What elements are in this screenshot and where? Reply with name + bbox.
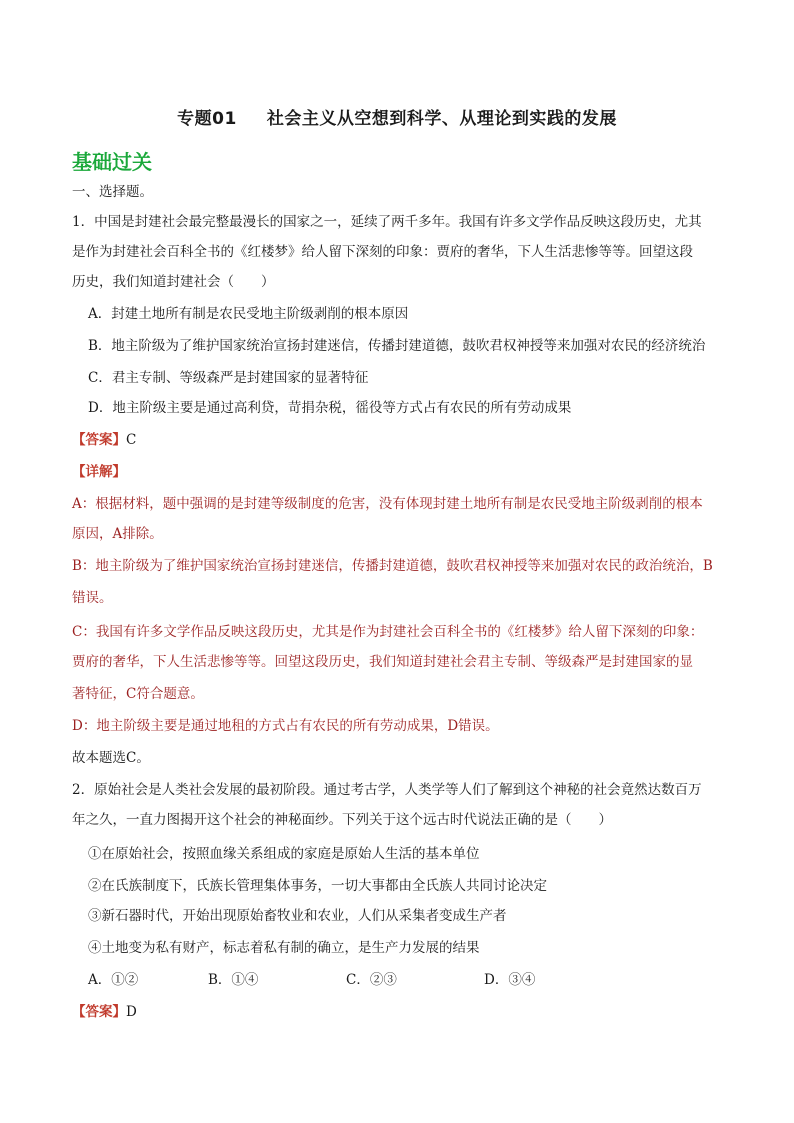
q1-line: 是作为封建社会百科全书的《红楼梦》给人留下深刻的印象：贾府的奢华，下人生活悲惨等等。回望这段 <box>72 244 693 260</box>
q1-explanation-line: B：地主阶级为了维护国家统治宣扬封建迷信，传播封建道德，鼓吹君权神授等来加强对农民的政治统治，B <box>72 558 713 574</box>
part-heading: 一、选择题。 <box>72 184 153 200</box>
q2-statement: ①在原始社会，按照血缘关系组成的家庭是原始人生活的基本单位 <box>88 846 480 862</box>
answer-value: C <box>126 432 137 448</box>
q1-option-b: B．地主阶级为了维护国家统治宣扬封建迷信，传播封建道德，鼓吹君权神授等来加强对农民的经济统治 <box>88 338 706 354</box>
q2-choice-c: C．②③ <box>346 972 397 988</box>
q1-answer <box>72 430 136 450</box>
q1-conclusion: 故本题选C。 <box>72 750 150 766</box>
q1-explanation-line: 错误。 <box>72 590 113 606</box>
detail-label: 【详解】 <box>72 464 126 480</box>
q2-statement: ④土地变为私有财产，标志着私有制的确立，是生产力发展的结果 <box>88 940 480 956</box>
q1-explanation-line: C：我国有许多文学作品反映这段历史，尤其是作为封建社会百科全书的《红楼梦》给人留下深刻的印象： <box>72 624 704 640</box>
q1-option-a: A．封建土地所有制是农民受地主阶级剥削的根本原因 <box>88 306 409 322</box>
q1-line: 历史，我们知道封建社会（ ） <box>72 274 275 290</box>
title-number: 专题01 <box>177 109 237 129</box>
q2-line: 年之久，一直力图揭开这个社会的神秘面纱。下列关于这个远古时代说法正确的是（ ） <box>72 812 612 828</box>
q1-line: 1．中国是封建社会最完整最漫长的国家之一，延续了两千多年。我国有许多文学作品反映这段历史，尤其 <box>72 214 702 230</box>
q1-detail <box>72 462 126 482</box>
q1-explanation-line: 著特征，C符合题意。 <box>72 686 204 702</box>
q2-statement: ②在氏族制度下，氏族长管理集体事务，一切大事都由全氏族人共同讨论决定 <box>88 878 547 894</box>
q1-explanation-line: A：根据材料，题中强调的是封建等级制度的危害，没有体现封建土地所有制是农民受地主阶级剥削的根本 <box>72 496 703 512</box>
q2-statement: ③新石器时代，开始出现原始畜牧业和农业，人们从采集者变成生产者 <box>88 908 507 924</box>
q2-choice-d: D．③④ <box>484 972 536 988</box>
q2-answer <box>72 1002 137 1022</box>
section-heading: 基础过关 <box>72 150 152 174</box>
q1-explanation-line: 贾府的奢华，下人生活悲惨等等。回望这段历史，我们知道封建社会君主专制、等级森严是封建国家的显 <box>72 654 693 670</box>
q1-option-d: D．地主阶级主要是通过高利贷，苛捐杂税，徭役等方式占有农民的所有劳动成果 <box>88 400 572 416</box>
q2-choice-a: A．①② <box>88 972 139 988</box>
q1-explanation-line: 原因，A排除。 <box>72 526 163 542</box>
page-title <box>0 104 794 129</box>
answer-value: D <box>126 1004 137 1020</box>
q2-line: 2．原始社会是人类社会发展的最初阶段。通过考古学，人类学等人们了解到这个神秘的社会竟然达数百万 <box>72 782 702 798</box>
q1-option-c: C．君主专制、等级森严是封建国家的显著特征 <box>88 370 369 386</box>
q2-choice-b: B．①④ <box>208 972 259 988</box>
answer-label: 【答案】 <box>72 432 126 448</box>
answer-label: 【答案】 <box>72 1004 126 1020</box>
q1-explanation-line: D：地主阶级主要是通过地租的方式占有农民的所有劳动成果，D错误。 <box>72 718 499 734</box>
title-text: 社会主义从空想到科学、从理论到实践的发展 <box>266 109 617 129</box>
